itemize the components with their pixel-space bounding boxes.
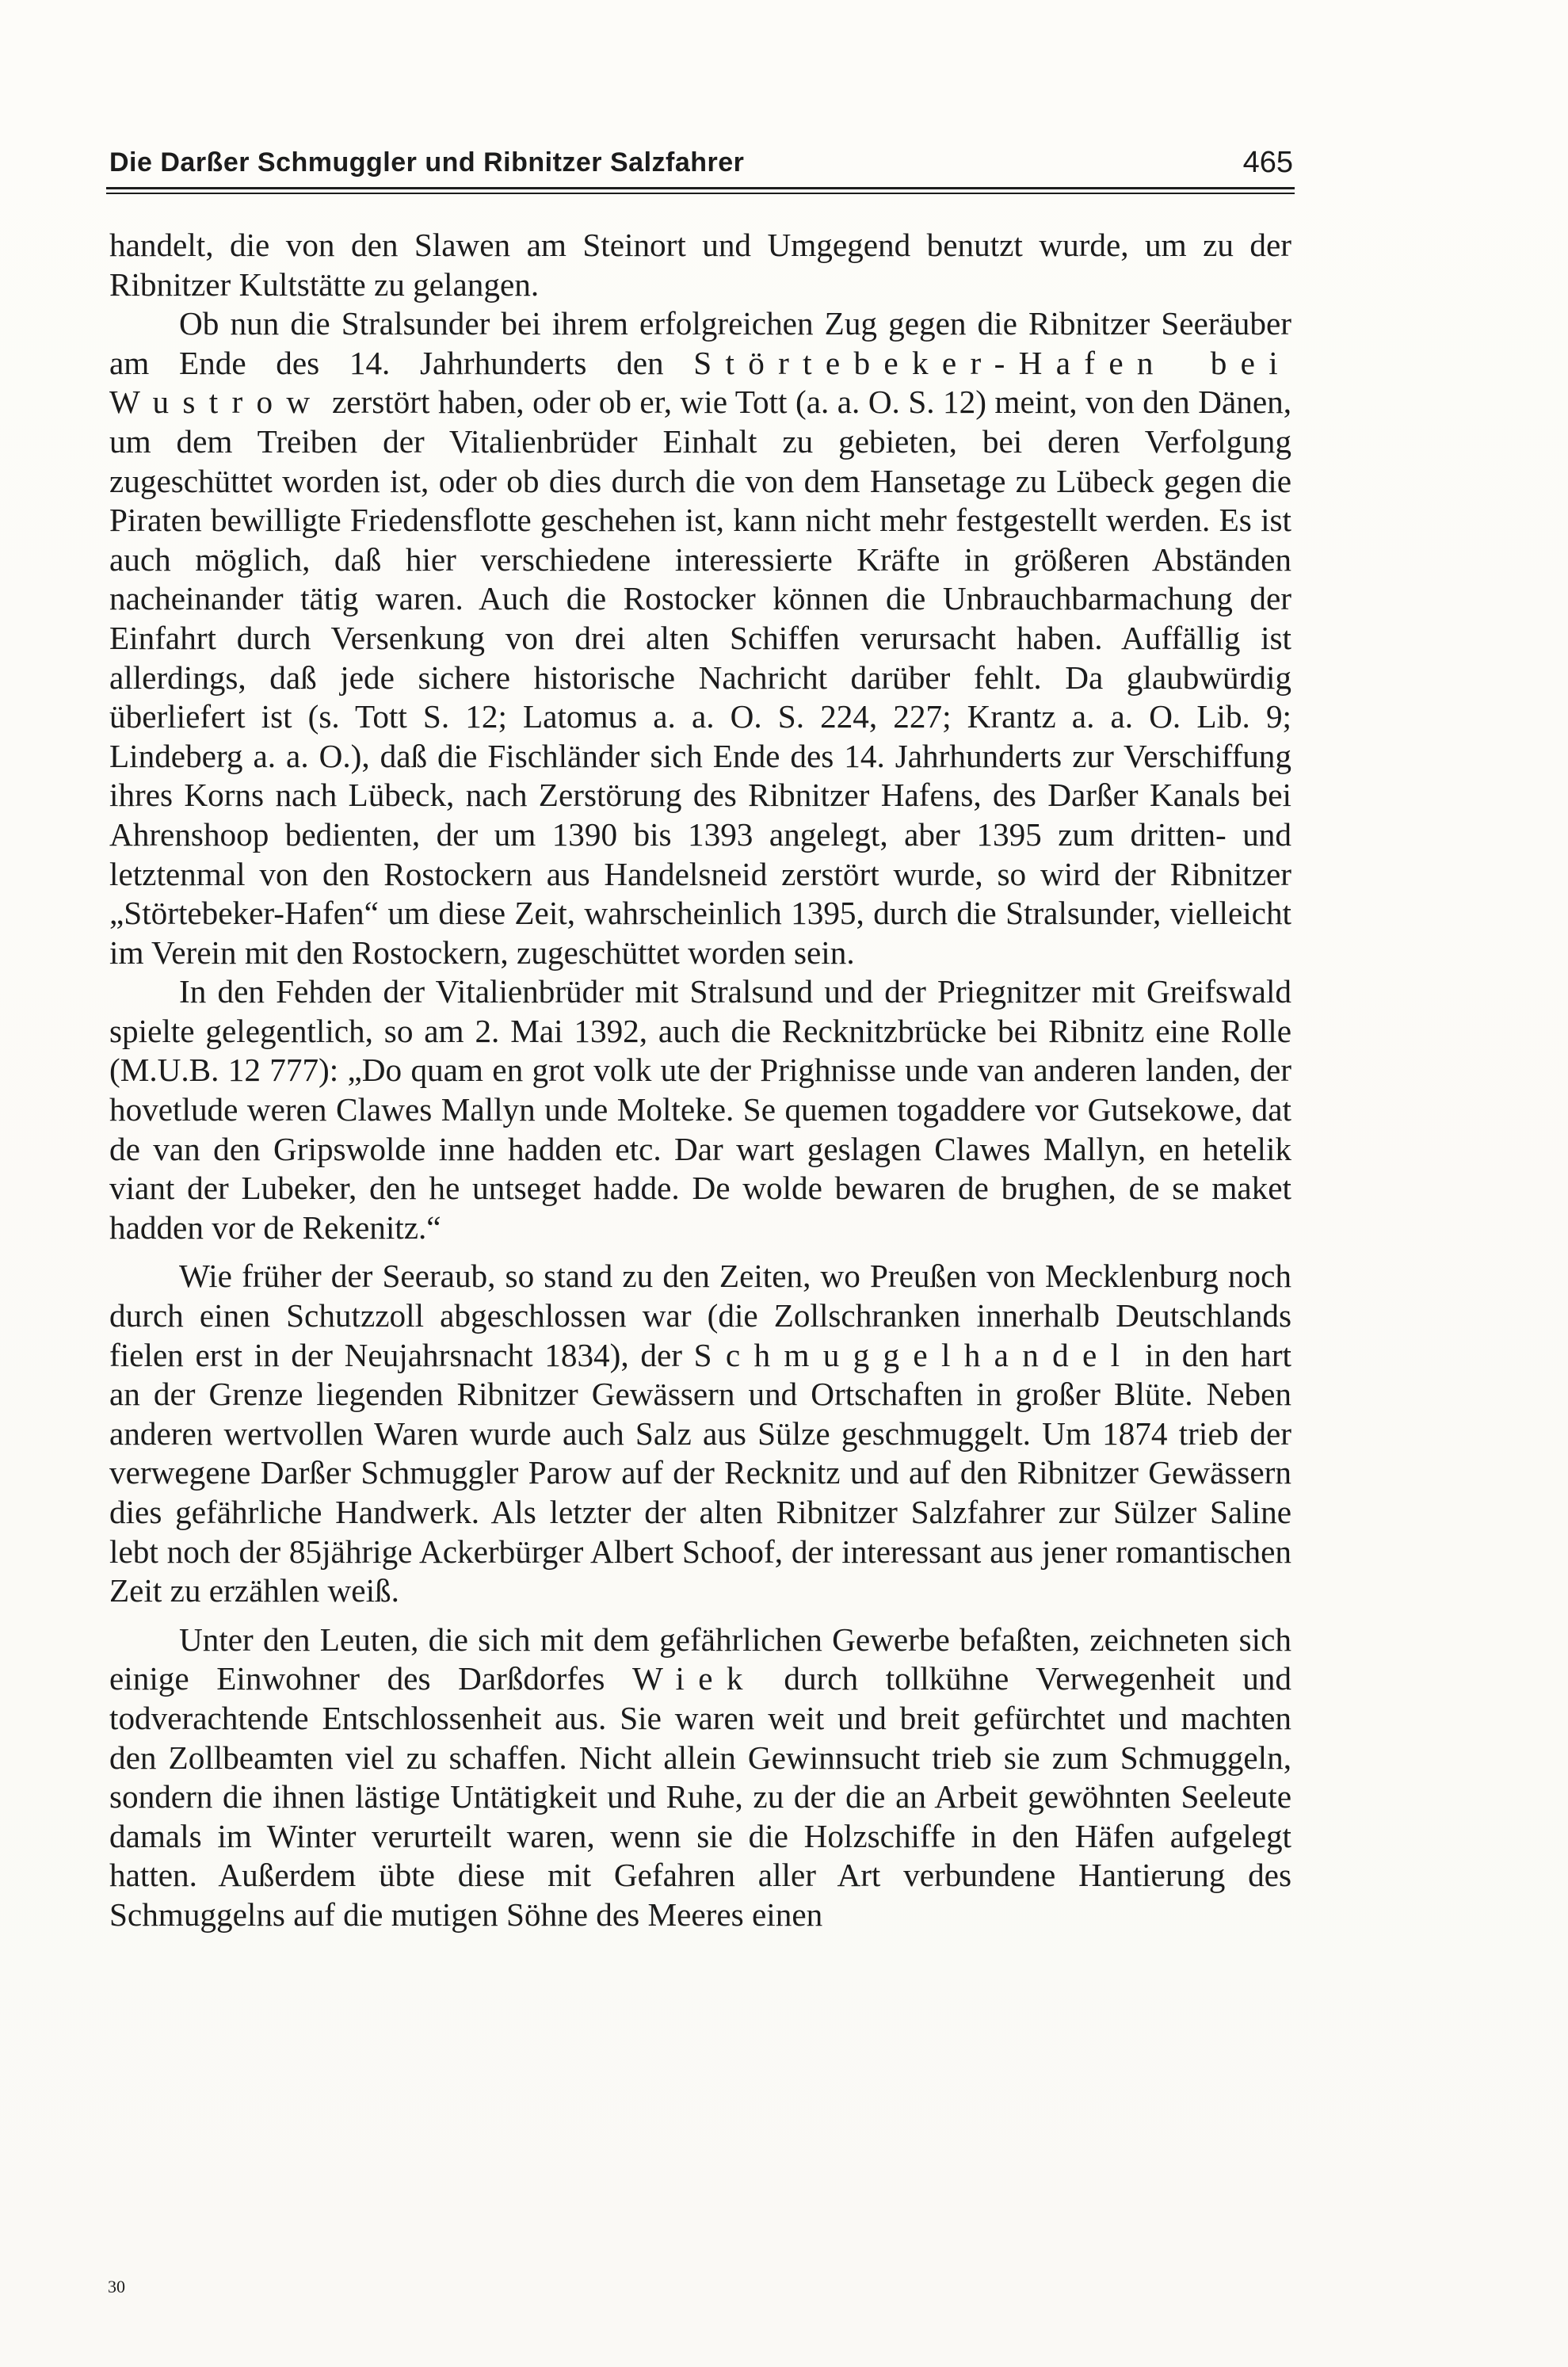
paragraph: Wie früher der Seeraub, so stand zu den Zeiten, wo Preußen von Mecklenburg noch durch einen Schutzzoll abgeschlossen war (die Zollschranken innerhalb Deutschlands fielen erst in der Neujahrsnacht 1834), der Schmuggelhandel in den hart an der Grenze liegenden Ribnitzer Gewässern und Ortschaften in großer Blüte. Neben anderen wertvollen Waren wurde auch Salz aus Sülze geschmuggelt. Um 1874 trieb der verwegene Darßer Schmuggler Parow auf der Recknitz und auf den Ribnitzer Gewässern dies gefährliche Handwerk. Als letzter der alten Ribnitzer Salzfahrer zur Sülzer Saline lebt noch der 85jährige Ackerbürger Albert Schoof, der interessant aus jener romantischen Zeit zu erzählen weiß. [109, 1258, 1291, 1609]
paragraph: Ob nun die Stralsunder bei ihrem erfolgreichen Zug gegen die Ribnitzer Seeräuber am Ende des 14. Jahrhunderts den Störtebeker-Hafen bei Wustrow zerstört haben, oder ob er, wie Tott (a. a. O. S. 12) meint, von den Dänen, um dem Treiben der Vitalienbrüder Einhalt zu gebieten, bei deren Verfolgung zugeschüttet worden ist, oder ob dies durch die von dem Hansetage zu Lübeck gegen die Piraten bewilligte Friedensflotte geschehen ist, kann nicht mehr festgestellt werden. Es ist auch möglich, daß hier verschiedene interessierte Kräfte in größeren Abständen nacheinander tätig waren. Auch die Rostocker können die Unbrauchbarmachung der Einfahrt durch Versenkung von drei alten Schiffen verursacht haben. Auffällig ist allerdings, daß jede sichere historische Nachricht darüber fehlt. Da glaubwürdig überliefert ist (s. Tott S. 12; Latomus a. a. O. S. 224, 227; Krantz a. a. O. Lib. 9; Lindeberg a. a. O.), daß die Fischländer sich Ende des 14. Jahrhunderts zur Verschiffung ihres Korns nach Lübeck, nach Zerstörung des Ribnitzer Hafens, des Darßer Kanals bei Ahrenshoop bedienten, der um 1390 bis 1393 angelegt, aber 1395 zum dritten- und letztenmal von den Rostockern aus Handelsneid zerstört wurde, so wird der Ribnitzer „Störtebeker-Hafen“ um diese Zeit, wahrscheinlich 1395, durch die Stralsunder, vielleicht im Verein mit den Rostockern, zugeschüttet worden sein. [109, 305, 1292, 971]
spaced-emphasis: Schmuggelhandel [693, 1336, 1134, 1373]
paragraph: In den Fehden der Vitalienbrüder mit Stralsund und der Priegnitzer mit Greifswald spielte gelegentlich, so am 2. Mai 1392, auch die Recknitzbrücke bei Ribnitz eine Rolle (M.U.B. 12 777): „Do quam en grot volk ute der Prighnisse unde van anderen landen, der hovetlude weren Clawes Mallyn unde Molteke. Se quemen togaddere vor Gutsekowe, dat de van den Gripswolde inne hadden etc. Dar wart geslagen Clawes Mallyn, en hetelik viant der Lubeker, den he untseget hadde. De wolde bewaren de brughen, de se maket hadden vor de Rekenitz.“ [109, 973, 1291, 1246]
header-rule-thin [106, 193, 1295, 194]
body-text [109, 226, 1291, 1935]
paragraph: Unter den Leuten, die sich mit dem gefährlichen Gewerbe befaßten, zeichneten sich einige Einwohner des Darßdorfes Wiek durch tollkühne Verwegenheit und todverachtende Entschlossenheit aus. Sie waren weit und breit gefürchtet und machten den Zollbeamten viel zu schaffen. Nicht allein Gewinnsucht trieb sie zum Schmuggeln, sondern die ihnen lästige Untätigkeit und Ruhe, zu der die an Arbeit gewöhnten Seeleute damals im Winter verurteilt waren, wenn sie die Holzschiffe in den Häfen aufgelegt hatten. Außerdem übte diese mit Gefahren aller Art verbundene Hantierung des Schmuggelns auf die mutigen Söhne des Meeres einen [109, 1621, 1291, 1933]
header-rule [106, 187, 1295, 189]
spaced-emphasis: Störtebeker-Hafen bei Wustrow [109, 344, 1292, 421]
paragraph: handelt, die von den Slawen am Steinort und Umgegend benutzt wurde, um zu der Ribnitzer Kultstätte zu gelangen. [109, 227, 1291, 303]
running-header [109, 147, 1293, 187]
running-title: Die Darßer Schmuggler und Ribnitzer Salzfahrer [109, 147, 745, 178]
signature-mark: 30 [108, 2277, 125, 2296]
spaced-emphasis: Wiek [631, 1660, 757, 1697]
page-number: 465 [1242, 146, 1293, 179]
